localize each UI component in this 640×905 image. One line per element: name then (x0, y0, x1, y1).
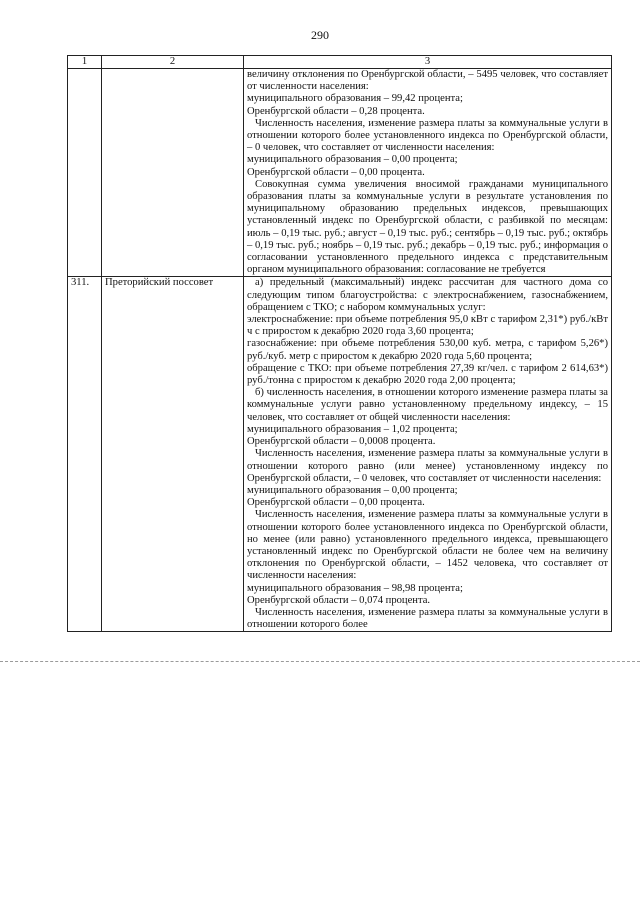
description-paragraph: муниципального образования – 98,98 процента; (247, 582, 463, 594)
description-paragraph: газоснабжение: при объеме потребления 530,00 куб. метра, с тарифом 5,26*) руб./куб. метр с приростом к декабрю 2020 года 5,60 процента; (247, 338, 608, 362)
description-paragraph: электроснабжение: при объеме потребления 95,0 кВт с тарифом 2,31*) руб./кВт ч с приростом к декабрю 2020 года 3,60 процента; (247, 314, 608, 338)
municipality-name: Преторийский поссовет (102, 277, 244, 632)
description-paragraph: Численность населения, изменение размера платы за коммунальные услуги в отношении которого более установленного индекса по Оренбургской области, – 0 человек, что составляет от численности населения: (247, 117, 608, 154)
table-row (68, 69, 612, 277)
column-header-2: 2 (102, 56, 244, 69)
description-paragraph: Оренбургской области – 0,074 процента. (247, 594, 431, 606)
description-paragraph: муниципального образования – 1,02 процента; (247, 423, 458, 435)
description-paragraph: Численность населения, изменение размера платы за коммунальные услуги в отношении которого равно (или менее) установленному индексу по Оренбургской области, – 0 человек, что составляет от численности населения: (247, 448, 608, 484)
row-number: 311. (68, 277, 102, 632)
description-cell (244, 69, 612, 277)
description-paragraph: Численность населения, изменение размера платы за коммунальные услуги в отношении которого более (247, 606, 608, 631)
description-paragraph: Оренбургской области – 0,00 процента. (247, 497, 425, 509)
page-number: 290 (311, 28, 329, 42)
row-number (68, 69, 102, 277)
description-cell (244, 277, 612, 632)
description-paragraph: Оренбургской области – 0,0008 процента. (247, 436, 436, 448)
column-header-1: 1 (68, 56, 102, 69)
description-paragraph: обращение с ТКО: при объеме потребления 27,39 кг/чел. с тарифом 2 614,63*) руб./тонна с приростом к декабрю 2020 года 2,00 процента; (247, 362, 608, 387)
document-table (67, 55, 612, 632)
description-paragraph: а) предельный (максимальный) индекс рассчитан для частного дома со следующим типом благоустройства: с электроснабжением, газоснабжением, обращением с ТКО; с набором коммунальных услуг: (247, 277, 608, 313)
description-paragraph: Оренбургской области – 0,00 процента. (247, 166, 425, 178)
description-paragraph: Численность населения, изменение размера платы за коммунальные услуги в отношении которого более установленного индекса по Оренбургской области, но менее (или равно) установленного предельного индекса, превышающего установленный индекс по Оренбургской области не более чем на величину отклонения по Оренбургской области, – 1452 человека, что составляет от численности населения: (247, 509, 608, 582)
municipality-name (102, 69, 244, 277)
description-paragraph: муниципального образования – 0,00 процента; (247, 484, 458, 496)
table-header-row (68, 56, 612, 69)
column-header-3: 3 (244, 56, 612, 69)
fold-crease-line (0, 661, 640, 662)
description-paragraph: Совокупная сумма увеличения вносимой гражданами муниципального образования платы за коммунальные услуги в результате установления по муниципальному образованию предельных индексов, превышающих установленный индекс по Оренбургской области, с разбивкой по месяцам: июль – 0,19 тыс. руб.; август – 0,19 тыс. руб.; сентябрь – 0,19 тыс. руб.; октябрь – 0,19 тыс. руб.; ноябрь – 0,19 тыс. руб.; декабрь – 0,19 тыс. руб.; информация о согласовании установленного предельного индекса с представительным органом муниципального образования: согласование не требуется (247, 178, 608, 276)
description-paragraph: б) численность населения, в отношении которого изменение размера платы за коммунальные услуги равно установленному предельному индексу, – 15 человек, что составляет от общей численности населения: (247, 387, 608, 423)
description-paragraph: Оренбургской области – 0,28 процента. (247, 105, 425, 117)
description-paragraph: муниципального образования – 99,42 процента; (247, 93, 463, 105)
description-paragraph: муниципального образования – 0,00 процента; (247, 154, 458, 166)
table-row (68, 277, 612, 632)
description-paragraph: величину отклонения по Оренбургской области, – 5495 человек, что составляет от численности населения: (247, 69, 608, 93)
